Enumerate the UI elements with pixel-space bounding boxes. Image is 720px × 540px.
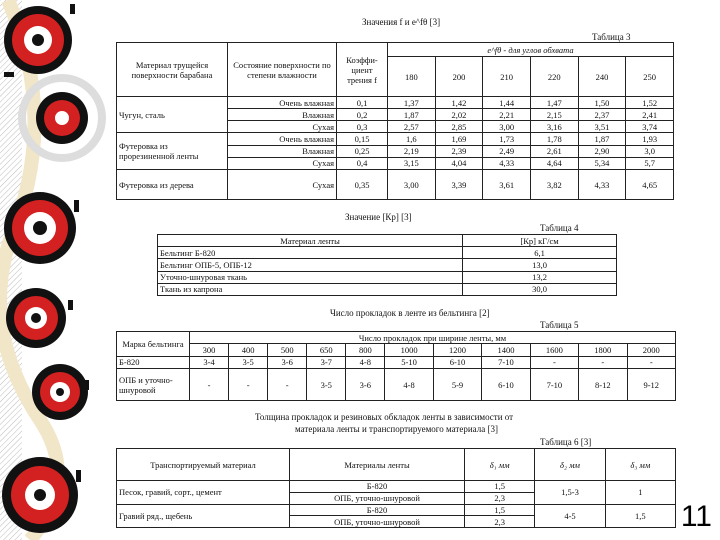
table5-width: 1600: [530, 344, 578, 356]
table6-header-d2: δ₂ мм: [535, 449, 605, 481]
table6-d3: 1,5: [605, 504, 675, 528]
table3-f: 0,35: [337, 170, 388, 200]
table-row: [158, 271, 617, 283]
table6-heading-line2: материала ленты и транспортируемого материала [3]: [295, 424, 498, 434]
table3-header-material: Материал трущейся поверхности барабана: [117, 43, 228, 97]
table3-cell: 2,21: [483, 109, 531, 121]
table3-state: Сухая: [228, 170, 337, 200]
table3-cell: 2,49: [483, 145, 531, 157]
table4-header-material: Материал ленты: [158, 235, 463, 247]
table5-width: 300: [190, 344, 229, 356]
table5-cell: 3-4: [190, 356, 229, 368]
table3-cell: 2,19: [388, 145, 436, 157]
table5-cell: 5-9: [433, 369, 481, 401]
table3-state: Сухая: [228, 121, 337, 133]
table5-width: 1000: [385, 344, 433, 356]
gear-icon: [6, 288, 66, 348]
table-row: [158, 247, 617, 259]
table3-cell: 1,52: [626, 97, 674, 109]
table5-cell: 3-5: [229, 356, 268, 368]
table6: [116, 448, 676, 528]
table3-cell: 3,82: [530, 170, 578, 200]
table3-cell: 1,44: [483, 97, 531, 109]
table3-cell: 1,47: [530, 97, 578, 109]
table3-cell: 3,74: [626, 121, 674, 133]
table6-transported: Гравий ряд., щебень: [117, 504, 290, 528]
table3-cell: 2,41: [626, 109, 674, 121]
table5-width: 500: [268, 344, 307, 356]
table4-heading: Значение [Кр] [3]: [345, 212, 412, 222]
table3-header-coef: Коэффи-циент трения f: [337, 43, 388, 97]
table3-header-angles: e^fθ - для углов обхвата: [388, 43, 674, 57]
table5-cell: 3-7: [307, 356, 346, 368]
table3-material: Футеровка из прорезиненной ленты: [117, 133, 228, 170]
table3-state: Очень влажная: [228, 97, 337, 109]
table3-cell: 5,34: [578, 157, 626, 169]
table3-cell: 1,87: [388, 109, 436, 121]
table-row: [117, 504, 676, 516]
table3-cell: 3,15: [388, 157, 436, 169]
table5-cell: 7-10: [530, 369, 578, 401]
table5-cell: -: [530, 356, 578, 368]
table4-value: 30,0: [463, 283, 617, 295]
table3-state: Сухая: [228, 157, 337, 169]
table-row: [158, 283, 617, 295]
table3-cell: 2,57: [388, 121, 436, 133]
table5: [116, 331, 676, 401]
table3-cell: 2,39: [435, 145, 483, 157]
table5-brand: Б-820: [117, 356, 190, 368]
table6-header-d1: δ₁ мм: [465, 449, 535, 481]
table5-cell: -: [229, 369, 268, 401]
table6-d3: 1: [605, 481, 675, 505]
table3-cell: 4,64: [530, 157, 578, 169]
table3-cell: 3,00: [483, 121, 531, 133]
table3-material: Чугун, сталь: [117, 97, 228, 133]
table5-cell: 3-6: [268, 356, 307, 368]
table6-label: Таблица 6 [3]: [540, 437, 592, 447]
table5-width: 650: [307, 344, 346, 356]
table5-cell: -: [190, 369, 229, 401]
table3-angle: 180: [388, 57, 436, 97]
table6-belt: ОПБ, уточно-шнуровой: [290, 492, 465, 504]
table3-cell: 2,85: [435, 121, 483, 133]
table5-header-brand: Марка бельтинга: [117, 332, 190, 357]
table4-value: 6,1: [463, 247, 617, 259]
table3-angle: 210: [483, 57, 531, 97]
table5-width: 800: [346, 344, 385, 356]
table4: [157, 234, 617, 296]
table5-cell: -: [268, 369, 307, 401]
table3-cell: 1,37: [388, 97, 436, 109]
table3-cell: 1,93: [626, 133, 674, 145]
table3: [116, 42, 674, 200]
table5-cell: 4-8: [385, 369, 433, 401]
table5-cell: 5-10: [385, 356, 433, 368]
table3-cell: 3,00: [388, 170, 436, 200]
page-number: 11: [680, 500, 712, 533]
table5-cell: -: [579, 356, 627, 368]
table5-label: Таблица 5: [540, 320, 579, 330]
table6-d1: 2,3: [465, 492, 535, 504]
table6-belt: Б-820: [290, 504, 465, 516]
table-row: [117, 133, 674, 145]
table5-cell: -: [627, 356, 676, 368]
table3-f: 0,15: [337, 133, 388, 145]
table6-d2: 4-5: [535, 504, 605, 528]
table3-angle: 200: [435, 57, 483, 97]
table5-heading: Число прокладок в ленте из бельтинга [2]: [330, 308, 490, 318]
table4-header-value: [Кр] кГ/см: [463, 235, 617, 247]
table3-cell: 5,7: [626, 157, 674, 169]
table5-cell: 8-12: [579, 369, 627, 401]
table5-cell: 3-5: [307, 369, 346, 401]
table3-f: 0,1: [337, 97, 388, 109]
table4-material: Ткань из капрона: [158, 283, 463, 295]
table5-cell: 4-8: [346, 356, 385, 368]
table3-cell: 3,39: [435, 170, 483, 200]
table5-width: 1800: [579, 344, 627, 356]
table3-cell: 1,78: [530, 133, 578, 145]
decorative-gear-strip: [0, 0, 110, 540]
table-row: [117, 170, 674, 200]
table-row: [117, 369, 676, 401]
table6-d1: 2,3: [465, 516, 535, 528]
table3-cell: 1,69: [435, 133, 483, 145]
table3-state: Очень влажная: [228, 133, 337, 145]
table4-label: Таблица 4: [540, 223, 579, 233]
table5-cell: 9-12: [627, 369, 676, 401]
table6-heading-line1: Толщина прокладок и резиновых обкладок ленты в зависимости от: [255, 412, 514, 422]
table4-material: Уточно-шнуровая ткань: [158, 271, 463, 283]
table5-width: 400: [229, 344, 268, 356]
table3-cell: 1,42: [435, 97, 483, 109]
table3-f: 0,3: [337, 121, 388, 133]
table3-cell: 3,61: [483, 170, 531, 200]
table6-d1: 1,5: [465, 481, 535, 493]
table3-cell: 2,02: [435, 109, 483, 121]
table-row: [117, 481, 676, 493]
table3-cell: 3,16: [530, 121, 578, 133]
table4-value: 13,2: [463, 271, 617, 283]
table3-header-state: Состояние поверхности по степени влажности: [228, 43, 337, 97]
table5-header-span: Число прокладок при ширине ленты, мм: [190, 332, 676, 344]
table-row: [158, 259, 617, 271]
table4-value: 13,0: [463, 259, 617, 271]
table3-cell: 1,87: [578, 133, 626, 145]
table3-cell: 3,51: [578, 121, 626, 133]
table5-cell: 7-10: [482, 356, 530, 368]
table6-d1: 1,5: [465, 504, 535, 516]
table3-label: Таблица 3: [592, 32, 631, 42]
gear-icon: [4, 192, 76, 264]
table3-cell: 1,50: [578, 97, 626, 109]
gear-icon: [4, 6, 72, 74]
table3-cell: 1,73: [483, 133, 531, 145]
table3-f: 0,2: [337, 109, 388, 121]
table6-belt: Б-820: [290, 481, 465, 493]
gear-icon: [2, 457, 78, 533]
table3-cell: 2,90: [578, 145, 626, 157]
table6-header-d3: δ₃ мм: [605, 449, 675, 481]
table3-cell: 4,33: [578, 170, 626, 200]
table3-cell: 4,65: [626, 170, 674, 200]
table3-heading: Значения f и e^fθ [3]: [362, 17, 441, 27]
table5-brand: ОПБ и уточно-шнуровой: [117, 369, 190, 401]
table4-material: Бельтинг Б-820: [158, 247, 463, 259]
gear-icon: [32, 364, 88, 420]
table3-angle: 240: [578, 57, 626, 97]
table3-cell: 2,15: [530, 109, 578, 121]
table3-f: 0,25: [337, 145, 388, 157]
table5-width: 1200: [433, 344, 481, 356]
table6-header-belt: Материалы ленты: [290, 449, 465, 481]
table5-cell: 6-10: [482, 369, 530, 401]
table-row: [117, 97, 674, 109]
table3-cell: 2,61: [530, 145, 578, 157]
table5-cell: 6-10: [433, 356, 481, 368]
table6-header-transported: Транспортируемый материал: [117, 449, 290, 481]
table5-cell: 3-6: [346, 369, 385, 401]
table3-cell: 4,33: [483, 157, 531, 169]
table3-cell: 4,04: [435, 157, 483, 169]
table6-transported: Песок, гравий, сорт., цемент: [117, 481, 290, 505]
table3-angle: 220: [530, 57, 578, 97]
table5-width: 2000: [627, 344, 676, 356]
table3-f: 0,4: [337, 157, 388, 169]
table3-cell: 3,0: [626, 145, 674, 157]
table6-belt: ОПБ, уточно-шнуровой: [290, 516, 465, 528]
table6-d2: 1,5-3: [535, 481, 605, 505]
table3-cell: 2,37: [578, 109, 626, 121]
table4-material: Бельтинг ОПБ-5, ОПБ-12: [158, 259, 463, 271]
table3-cell: 1,6: [388, 133, 436, 145]
table3-angle: 250: [626, 57, 674, 97]
table3-material: Футеровка из дерева: [117, 170, 228, 200]
table3-state: Влажная: [228, 145, 337, 157]
table3-state: Влажная: [228, 109, 337, 121]
table5-width: 1400: [482, 344, 530, 356]
table-row: [117, 356, 676, 368]
